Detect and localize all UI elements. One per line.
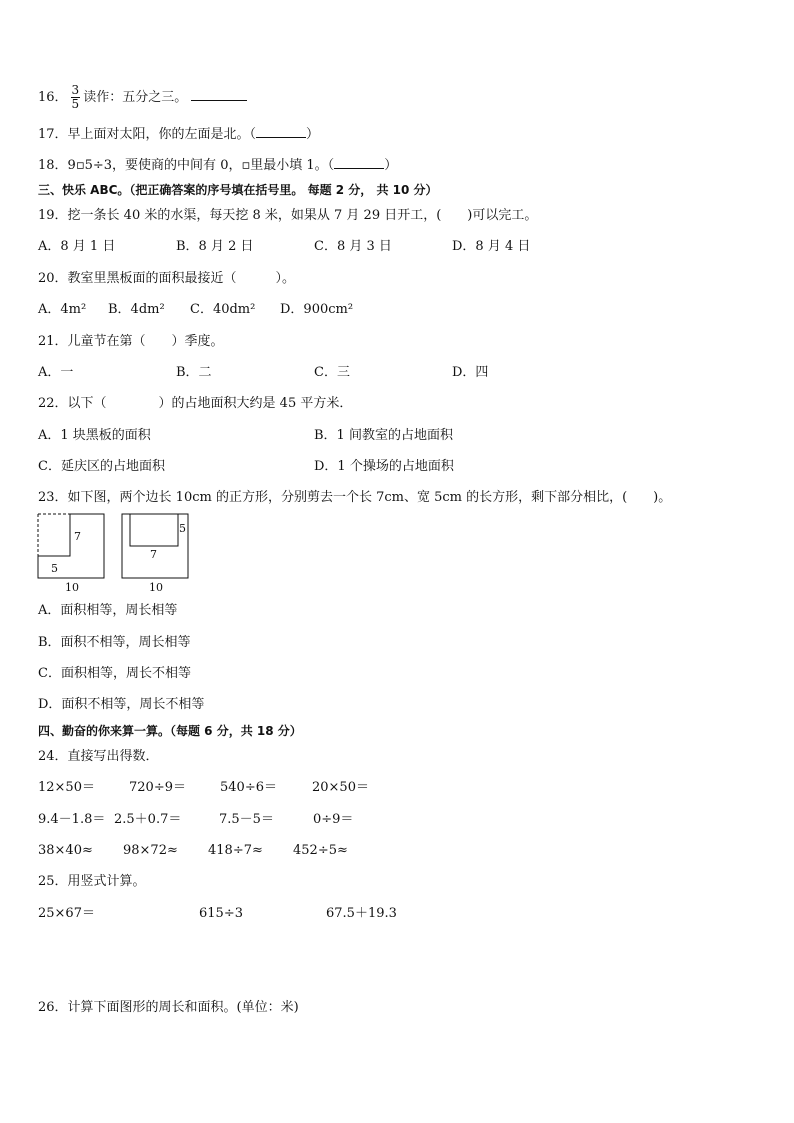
label-5: 5 xyxy=(51,562,58,575)
cut-outline xyxy=(38,514,104,578)
option-c[interactable]: C．延庆区的占地面积 xyxy=(38,459,165,474)
option-a[interactable]: A．1 块黑板的面积 xyxy=(38,428,151,443)
calc-item: 12×50＝ xyxy=(38,780,95,795)
paren-close: ） xyxy=(384,158,398,173)
option-b[interactable]: B．4dm² xyxy=(108,302,165,317)
option-d[interactable]: D．1 个操场的占地面积 xyxy=(314,459,454,474)
question-26: 26．计算下面图形的周长和面积。(单位：米) xyxy=(38,1000,299,1015)
option-b[interactable]: B．1 间教室的占地面积 xyxy=(314,428,453,443)
option-c[interactable]: C．面积相等，周长不相等 xyxy=(38,666,191,681)
label-7: 7 xyxy=(74,530,81,543)
question-24: 24．直接写出得数． xyxy=(38,749,159,764)
calc-item: 38×40≈ xyxy=(38,843,93,858)
section-heading-4: 四、勤奋的你来算一算。（每题 6 分，共 18 分） xyxy=(38,724,302,738)
option-b[interactable]: B．8 月 2 日 xyxy=(176,239,254,254)
fraction-numerator: 3 xyxy=(71,83,80,97)
label-5: 5 xyxy=(179,522,186,535)
label-7: 7 xyxy=(150,548,157,561)
calc-item: 9.4－1.8＝ xyxy=(38,812,106,827)
option-d[interactable]: D．900cm² xyxy=(280,302,354,317)
question-25: 25．用竖式计算。 xyxy=(38,874,146,889)
calc-item: 452÷5≈ xyxy=(293,843,348,858)
fraction-denominator: 5 xyxy=(71,97,80,111)
figure-1 xyxy=(38,514,104,594)
question-23: 23．如下图，两个边长 10cm 的正方形，分别剪去一个长 7cm、宽 5cm 的长方形，剩下部分相比，( )。 xyxy=(38,490,672,505)
option-c[interactable]: C．8 月 3 日 xyxy=(314,239,392,254)
label-10: 10 xyxy=(65,581,79,594)
question-text: 17．早上面对太阳，你的左面是北。（ xyxy=(38,127,257,142)
figure-2 xyxy=(122,514,188,594)
answer-blank[interactable] xyxy=(191,88,247,101)
calc-item: 20×50＝ xyxy=(312,780,369,795)
calc-item: 0÷9＝ xyxy=(313,812,354,827)
question-19: 19．挖一条长 40 米的水渠，每天挖 8 米，如果从 7 月 29 日开工，( )可以完工。 xyxy=(38,208,538,223)
option-b[interactable]: B．二 xyxy=(176,365,212,380)
answer-blank[interactable] xyxy=(334,156,384,169)
question-20: 20．教室里黑板面的面积最接近（ ）。 xyxy=(38,271,296,286)
calc-item: 2.5＋0.7＝ xyxy=(114,812,182,827)
calc-item: 615÷3 xyxy=(199,906,243,921)
option-c[interactable]: C．40dm² xyxy=(190,302,256,317)
calc-item: 67.5＋19.3 xyxy=(326,906,397,921)
option-a[interactable]: A．4m² xyxy=(38,302,87,317)
option-b[interactable]: B．面积不相等，周长相等 xyxy=(38,635,191,650)
question-17 xyxy=(38,125,319,143)
option-a[interactable]: A．一 xyxy=(38,365,74,380)
calc-item: 98×72≈ xyxy=(123,843,178,858)
question-18 xyxy=(38,156,397,174)
answer-blank[interactable] xyxy=(256,125,306,138)
question-text: 读作：五分之三。 xyxy=(83,90,188,105)
calc-item: 25×67＝ xyxy=(38,906,95,921)
fraction xyxy=(71,84,81,111)
option-c[interactable]: C．三 xyxy=(314,365,350,380)
option-a[interactable]: A．面积相等，周长相等 xyxy=(38,603,178,618)
option-a[interactable]: A．8 月 1 日 xyxy=(38,239,116,254)
question-21: 21．儿童节在第（ ）季度。 xyxy=(38,334,224,349)
calc-item: 7.5－5＝ xyxy=(219,812,274,827)
calc-item: 418÷7≈ xyxy=(208,843,263,858)
calc-item: 540÷6＝ xyxy=(220,780,277,795)
square-figures xyxy=(34,510,194,596)
section-heading-3: 三、快乐 ABC。（把正确答案的序号填在括号里。 每题 2 分， 共 10 分） xyxy=(38,183,438,197)
question-22: 22．以下（ ）的占地面积大约是 45 平方米． xyxy=(38,396,353,411)
option-d[interactable]: D．8 月 4 日 xyxy=(452,239,531,254)
option-d[interactable]: D．面积不相等，周长不相等 xyxy=(38,697,205,712)
calc-item: 720÷9＝ xyxy=(129,780,186,795)
cut-rectangle xyxy=(130,514,178,546)
paren-close: ） xyxy=(306,127,320,142)
question-16 xyxy=(38,84,247,111)
question-text: 18．9▫5÷3，要使商的中间有 0，▫里最小填 1。（ xyxy=(38,158,335,173)
question-number: 16． xyxy=(38,90,68,105)
option-d[interactable]: D．四 xyxy=(452,365,489,380)
remaining-shape xyxy=(38,514,104,578)
label-10: 10 xyxy=(149,581,163,594)
